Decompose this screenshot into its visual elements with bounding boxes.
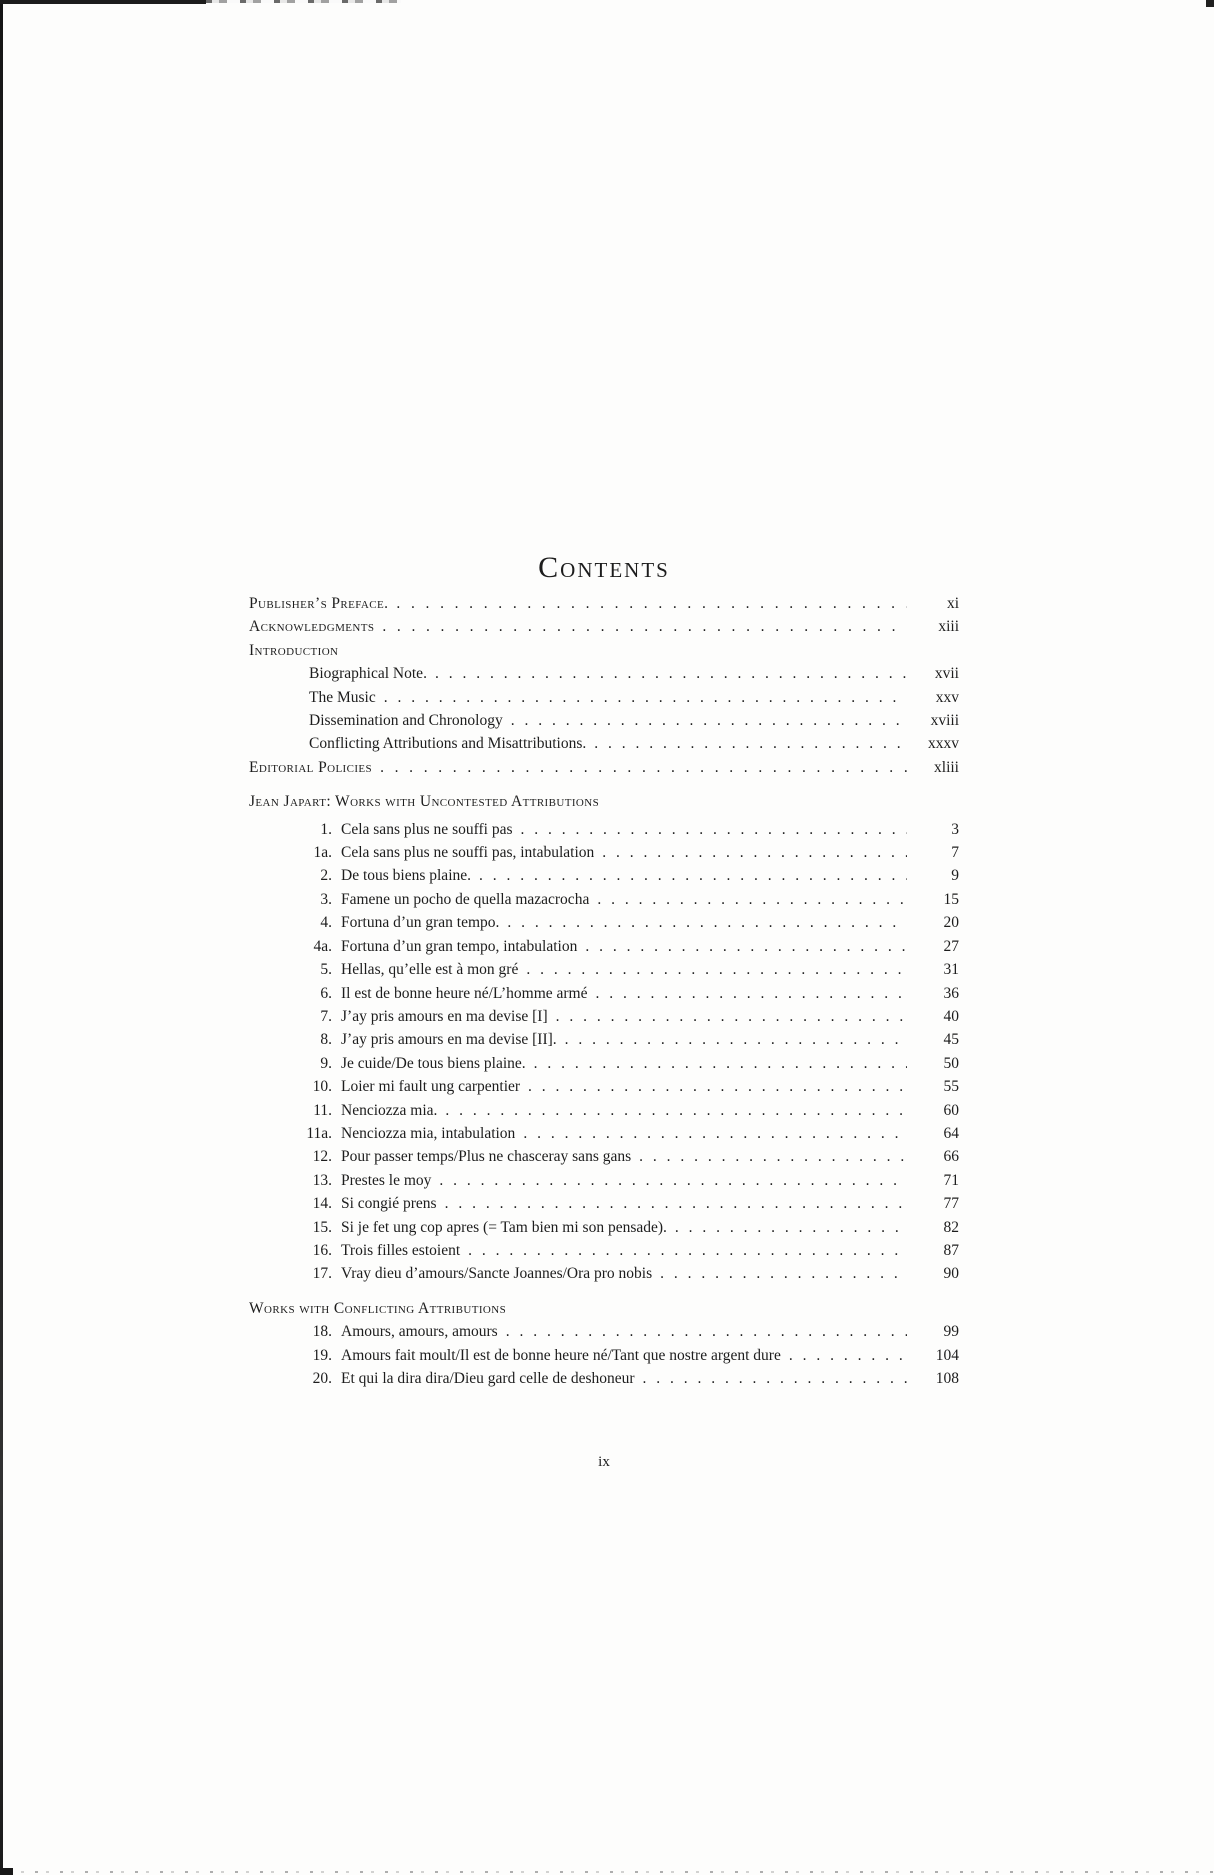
toc-entry <box>249 1169 959 1192</box>
page-number: xxxv <box>928 735 959 753</box>
toc-entry <box>249 1192 959 1215</box>
toc-entry <box>249 1122 959 1145</box>
page-number: 64 <box>943 1124 959 1142</box>
toc-entry-title: Prestes le moy <box>341 1171 432 1189</box>
item-number: 4a. <box>313 937 332 955</box>
toc-entry-title: Trois filles estoient <box>341 1241 461 1259</box>
item-number: 11a. <box>306 1124 332 1142</box>
toc-entry-title: Biographical Note. <box>309 665 427 683</box>
item-number: 7. <box>320 1007 332 1025</box>
toc-entry-title: J’ay pris amours en ma devise [I] <box>341 1007 548 1025</box>
toc-entry <box>249 756 959 779</box>
toc-entry <box>249 935 959 958</box>
toc-entry <box>249 639 959 662</box>
scan-top-edge-artifact <box>0 0 206 4</box>
item-number: 1a. <box>313 844 332 862</box>
page-number: 99 <box>943 1323 959 1341</box>
toc-entry-title: Pour passer temps/Plus ne chasceray sans gans <box>341 1148 632 1166</box>
item-number: 3. <box>320 890 332 908</box>
toc-entry <box>249 1028 959 1051</box>
item-number: 2. <box>320 867 332 885</box>
toc-entry <box>249 958 959 981</box>
toc-entry-title: Fortuna d’un gran tempo, intabulation <box>341 937 578 955</box>
toc-entry-title: Publisher’s Preface. <box>249 595 389 612</box>
toc-entry <box>249 1099 959 1122</box>
toc-entry-title: Je cuide/De tous biens plaine. <box>341 1054 526 1072</box>
dot-leader <box>468 1239 907 1262</box>
dot-leader <box>556 1005 907 1028</box>
dot-leader <box>594 732 907 755</box>
toc-entry <box>249 1052 959 1075</box>
toc-entry <box>249 1005 959 1028</box>
toc-entry-title: Fortuna d’un gran tempo. <box>341 914 500 932</box>
toc-entry-title: Cela sans plus ne souffi pas, intabulation <box>341 844 595 862</box>
dot-leader <box>595 982 907 1005</box>
page-number: 31 <box>943 961 959 979</box>
toc-entry-title: Et qui la dira dira/Dieu gard celle de deshoneur <box>341 1370 635 1387</box>
dot-leader <box>643 1367 907 1390</box>
toc-entry-title: Loier mi fault ung carpentier <box>341 1078 521 1096</box>
item-number: 6. <box>320 984 332 1002</box>
toc-entry-title: Nenciozza mia, intabulation <box>341 1124 516 1142</box>
toc-entry-title: Editorial Policies <box>249 758 373 776</box>
page-number: 45 <box>943 1031 959 1049</box>
item-number: 16. <box>312 1241 332 1259</box>
dot-leader <box>565 1028 907 1051</box>
dot-leader <box>639 1145 907 1168</box>
scan-bottom-left-corner-artifact <box>0 1868 13 1875</box>
toc-entry-title: Si je fet ung cop apres (= Tam bien mi son pensade). <box>341 1218 667 1236</box>
page-number: xvii <box>934 665 959 683</box>
toc-entry-title: Si congié prens <box>341 1195 437 1213</box>
dot-leader <box>445 1192 907 1215</box>
page-number: 20 <box>943 914 959 932</box>
page-number: 7 <box>951 844 959 862</box>
page-number: 90 <box>943 1265 959 1283</box>
page-number: 104 <box>935 1346 959 1364</box>
toc-entry-title: Amours fait moult/Il est de bonne heure né/Tant que nostre argent dure <box>341 1346 781 1364</box>
toc-entry <box>249 864 959 887</box>
item-number: 1. <box>320 820 332 838</box>
dot-leader <box>439 1169 907 1192</box>
toc-entry <box>249 982 959 1005</box>
toc-entry-title: Nenciozza mia. <box>341 1101 438 1119</box>
dot-leader <box>675 1216 907 1239</box>
toc-entry <box>249 1262 959 1285</box>
section-heading <box>249 1297 959 1320</box>
toc-entry-title: Hellas, qu’elle est à mon gré <box>341 961 519 979</box>
toc-entry <box>249 1320 959 1343</box>
item-number: 19. <box>312 1346 332 1364</box>
dot-leader <box>534 1052 907 1075</box>
page-title: Contents <box>538 551 670 584</box>
page-number: 71 <box>943 1171 959 1189</box>
page-number: 77 <box>943 1195 959 1213</box>
toc-entry <box>249 592 959 615</box>
dot-leader <box>789 1344 907 1367</box>
page-number: xxv <box>935 688 959 706</box>
toc-entry-title: The Music <box>309 688 376 706</box>
page-number: 3 <box>951 820 959 838</box>
item-number: 20. <box>312 1370 332 1387</box>
dot-leader <box>507 911 907 934</box>
page-number: 15 <box>943 890 959 908</box>
item-number: 8. <box>320 1031 332 1049</box>
page-number: 66 <box>943 1148 959 1166</box>
item-number: 4. <box>320 914 332 932</box>
item-number: 9. <box>320 1054 332 1072</box>
item-number: 14. <box>312 1195 332 1213</box>
dot-leader <box>445 1099 907 1122</box>
page-number: 50 <box>943 1054 959 1072</box>
toc-entry-title: Vray dieu d’amours/Sancte Joannes/Ora pro nobis <box>341 1265 653 1283</box>
scan-left-edge-artifact <box>0 0 3 1875</box>
toc-entry-title: Famene un pocho de quella mazacrocha <box>341 890 590 908</box>
item-number: 10. <box>312 1078 332 1096</box>
section-heading <box>249 790 959 813</box>
item-number: 11. <box>313 1101 332 1119</box>
page-number: 108 <box>935 1370 959 1387</box>
toc-entry <box>249 615 959 638</box>
toc-entry-title: Introduction <box>249 641 339 659</box>
dot-leader <box>479 864 907 887</box>
dot-leader <box>506 1320 907 1343</box>
page-number: 27 <box>943 937 959 955</box>
toc-entry <box>249 1239 959 1262</box>
scan-bottom-edge-artifact <box>10 1871 1214 1873</box>
page-number: xiii <box>938 618 959 636</box>
page-number: 40 <box>943 1007 959 1025</box>
dot-leader <box>511 709 907 732</box>
item-number: 13. <box>312 1171 332 1189</box>
toc-content <box>249 0 959 1474</box>
dot-leader <box>526 958 907 981</box>
toc-entry-title: Conflicting Attributions and Misattributions. <box>309 735 587 753</box>
dot-leader <box>585 935 907 958</box>
toc-entry <box>249 1367 959 1390</box>
page-number: 60 <box>943 1101 959 1119</box>
scan-top-right-corner-artifact <box>1206 0 1214 7</box>
section-heading-label: Works with Conflicting Attributions <box>249 1299 507 1317</box>
toc-entry-title: De tous biens plaine. <box>341 867 472 885</box>
item-number: 12. <box>312 1148 332 1166</box>
dot-leader <box>382 615 907 638</box>
page-number: xliii <box>934 758 959 776</box>
dot-leader <box>396 592 907 615</box>
toc-entry <box>249 686 959 709</box>
section-heading-label: Jean Japart: Works with Uncontested Attributions <box>249 793 600 811</box>
item-number: 17. <box>312 1265 332 1283</box>
toc-entry <box>249 1145 959 1168</box>
dot-leader <box>384 686 907 709</box>
toc-entry <box>249 1344 959 1367</box>
dot-leader <box>523 1122 907 1145</box>
toc-entry-title: Dissemination and Chronology <box>309 712 503 730</box>
toc-entry <box>249 1216 959 1239</box>
folio-page-number: ix <box>598 1454 610 1471</box>
dot-leader <box>602 841 907 864</box>
toc-entry <box>249 1075 959 1098</box>
toc-entry-title: J’ay pris amours en ma devise [II]. <box>341 1031 557 1049</box>
dot-leader <box>660 1262 907 1285</box>
toc-entry <box>249 732 959 755</box>
item-number: 15. <box>312 1218 332 1236</box>
dot-leader <box>528 1075 907 1098</box>
toc-entry <box>249 841 959 864</box>
toc-entry <box>249 818 959 841</box>
page-number: 9 <box>951 867 959 885</box>
toc-entry <box>249 709 959 732</box>
page-number: xi <box>946 595 959 612</box>
page-number: 82 <box>943 1218 959 1236</box>
item-number: 18. <box>312 1323 332 1341</box>
toc-entry <box>249 662 959 685</box>
page-number: xviii <box>930 712 959 730</box>
dot-leader <box>597 888 907 911</box>
dot-leader <box>435 662 907 685</box>
dot-leader <box>380 756 907 779</box>
page-number: 87 <box>943 1241 959 1259</box>
toc-entry <box>249 911 959 934</box>
dot-leader <box>520 818 907 841</box>
page-number: 36 <box>943 984 959 1002</box>
toc-entry-title: Amours, amours, amours <box>341 1323 498 1341</box>
toc-entry-title: Il est de bonne heure né/L’homme armé <box>341 984 588 1002</box>
toc-entry <box>249 888 959 911</box>
toc-entry-title: Cela sans plus ne souffi pas <box>341 820 513 838</box>
toc-entry-title: Acknowledgments <box>249 618 375 636</box>
item-number: 5. <box>320 961 332 979</box>
page-number: 55 <box>943 1078 959 1096</box>
